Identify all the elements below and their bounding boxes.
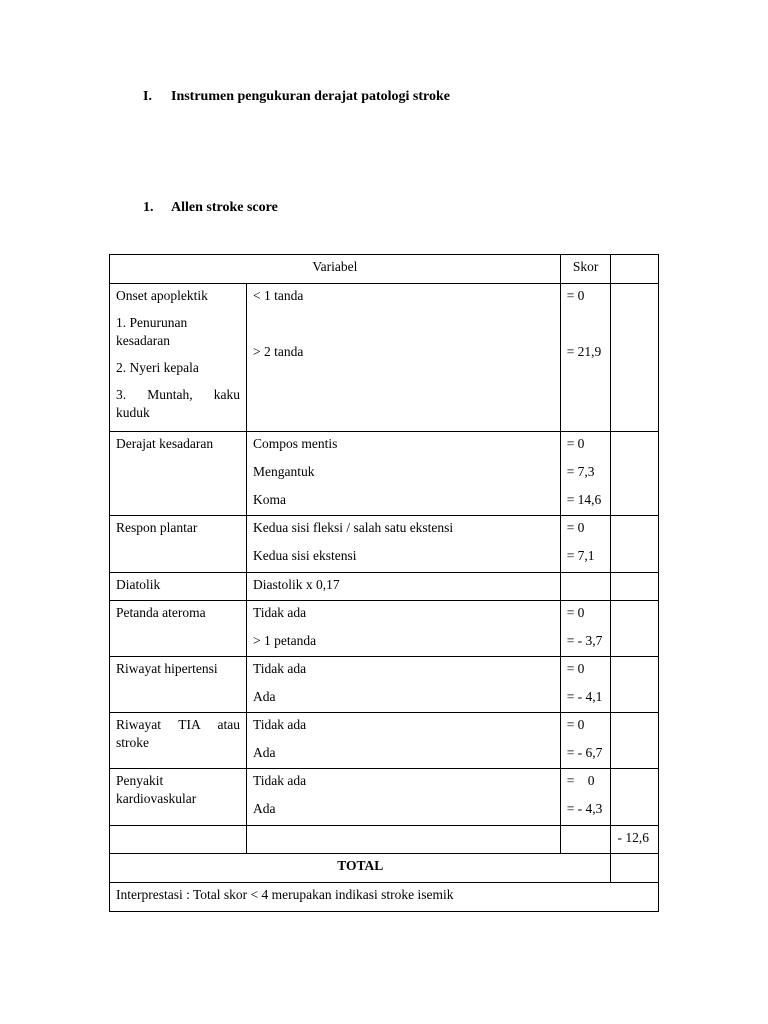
diatolik-criteria: Diastolik x 0,17 <box>246 573 560 601</box>
ateroma-criteria-1: Tidak ada <box>252 605 307 620</box>
plantar-criteria-1: Kedua sisi fleksi / salah satu ekstensi <box>252 520 454 535</box>
subsection-title: Allen stroke score <box>171 200 278 215</box>
tia-score-1: = 0 <box>566 717 585 732</box>
diatolik-label: Diatolik <box>110 573 247 601</box>
onset-criteria-2: > 2 tanda <box>252 344 304 359</box>
section-title: Instrumen pengukuran derajat patologi stroke <box>171 89 450 104</box>
total-value-empty <box>611 854 659 883</box>
onset-score-cell <box>560 284 611 432</box>
kesadaran-score-cell <box>560 432 611 516</box>
total-label: TOTAL <box>110 854 611 883</box>
header-variabel: Variabel <box>110 255 561 284</box>
kesadaran-score-2: = 7,3 <box>566 464 595 479</box>
interpretation-text: Interprestasi : Total skor < 4 merupakan indikasi stroke isemik <box>110 883 659 912</box>
plantar-empty <box>611 516 659 573</box>
constant-empty-1 <box>110 826 247 854</box>
section-number: I. <box>143 89 152 104</box>
table-row <box>110 657 659 713</box>
onset-criteria-cell <box>246 284 560 432</box>
total-row <box>110 854 659 883</box>
hipertensi-criteria-cell <box>246 657 560 713</box>
header-empty <box>611 255 659 284</box>
ateroma-score-1: = 0 <box>566 605 585 620</box>
onset-symptom-3: 3. Muntah, kaku kuduk <box>116 387 240 420</box>
tia-score-2: = - 6,7 <box>566 745 603 760</box>
section-heading <box>143 89 450 105</box>
hipertensi-score-2: = - 4,1 <box>566 689 603 704</box>
tia-criteria-cell <box>246 713 560 769</box>
plantar-criteria-2: Kedua sisi ekstensi <box>252 548 357 563</box>
table-row <box>110 516 659 573</box>
table-row <box>110 432 659 516</box>
onset-score-1: = 0 <box>566 288 585 303</box>
plantar-score-2: = 7,1 <box>566 548 595 563</box>
ateroma-score-cell <box>560 601 611 657</box>
kardio-empty <box>611 769 659 826</box>
subsection-heading <box>143 200 278 216</box>
onset-criteria-1: < 1 tanda <box>252 288 304 303</box>
table-row <box>110 601 659 657</box>
allen-stroke-score-table <box>109 254 659 912</box>
tia-criteria-1: Tidak ada <box>252 717 307 732</box>
kesadaran-label: Derajat kesadaran <box>110 432 247 516</box>
plantar-label: Respon plantar <box>110 516 247 573</box>
plantar-score-cell <box>560 516 611 573</box>
constant-empty-3 <box>560 826 611 854</box>
tia-label: Riwayat TIA atau stroke <box>110 713 247 769</box>
kardio-label: Penyakit kardiovaskular <box>110 769 247 826</box>
onset-symptom-1: 1. Penurunan kesadaran <box>116 315 188 348</box>
kesadaran-score-3: = 14,6 <box>566 492 602 507</box>
ateroma-score-2: = - 3,7 <box>566 633 603 648</box>
hipertensi-criteria-1: Tidak ada <box>252 661 307 676</box>
kesadaran-criteria-2: Mengantuk <box>252 464 315 479</box>
tia-criteria-2: Ada <box>252 745 276 760</box>
kardio-criteria-cell <box>246 769 560 826</box>
header-skor: Skor <box>560 255 611 284</box>
kardio-score-2: = - 4,3 <box>566 801 603 816</box>
hipertensi-criteria-2: Ada <box>252 689 276 704</box>
constant-empty-2 <box>246 826 560 854</box>
hipertensi-label: Riwayat hipertensi <box>110 657 247 713</box>
onset-label: Onset apoplektik <box>116 288 208 303</box>
plantar-score-1: = 0 <box>566 520 585 535</box>
ateroma-empty <box>611 601 659 657</box>
diatolik-score-empty <box>560 573 611 601</box>
kesadaran-criteria-cell <box>246 432 560 516</box>
table-header-row <box>110 255 659 284</box>
hipertensi-empty <box>611 657 659 713</box>
kesadaran-criteria-1: Compos mentis <box>252 436 338 451</box>
tia-empty <box>611 713 659 769</box>
kardio-criteria-2: Ada <box>252 801 276 816</box>
table-row <box>110 284 659 432</box>
kesadaran-score-1: = 0 <box>566 436 585 451</box>
kesadaran-criteria-3: Koma <box>252 492 286 507</box>
interpretation-row <box>110 883 659 912</box>
plantar-criteria-cell <box>246 516 560 573</box>
onset-symptom-2: 2. Nyeri kepala <box>116 360 199 375</box>
onset-score-2: = 21,9 <box>566 344 602 359</box>
kardio-score-1: = 0 <box>566 773 595 788</box>
constant-value: - 12,6 <box>611 826 659 854</box>
hipertensi-score-1: = 0 <box>566 661 585 676</box>
ateroma-criteria-cell <box>246 601 560 657</box>
onset-empty <box>611 284 659 432</box>
ateroma-label: Petanda ateroma <box>110 601 247 657</box>
table-row <box>110 713 659 769</box>
kardio-score-cell <box>560 769 611 826</box>
diatolik-empty <box>611 573 659 601</box>
kesadaran-empty <box>611 432 659 516</box>
constant-row <box>110 826 659 854</box>
ateroma-criteria-2: > 1 petanda <box>252 633 317 648</box>
onset-label-cell <box>110 284 247 432</box>
table-row <box>110 573 659 601</box>
table-row <box>110 769 659 826</box>
kardio-criteria-1: Tidak ada <box>252 773 307 788</box>
hipertensi-score-cell <box>560 657 611 713</box>
tia-score-cell <box>560 713 611 769</box>
subsection-number: 1. <box>143 200 154 215</box>
